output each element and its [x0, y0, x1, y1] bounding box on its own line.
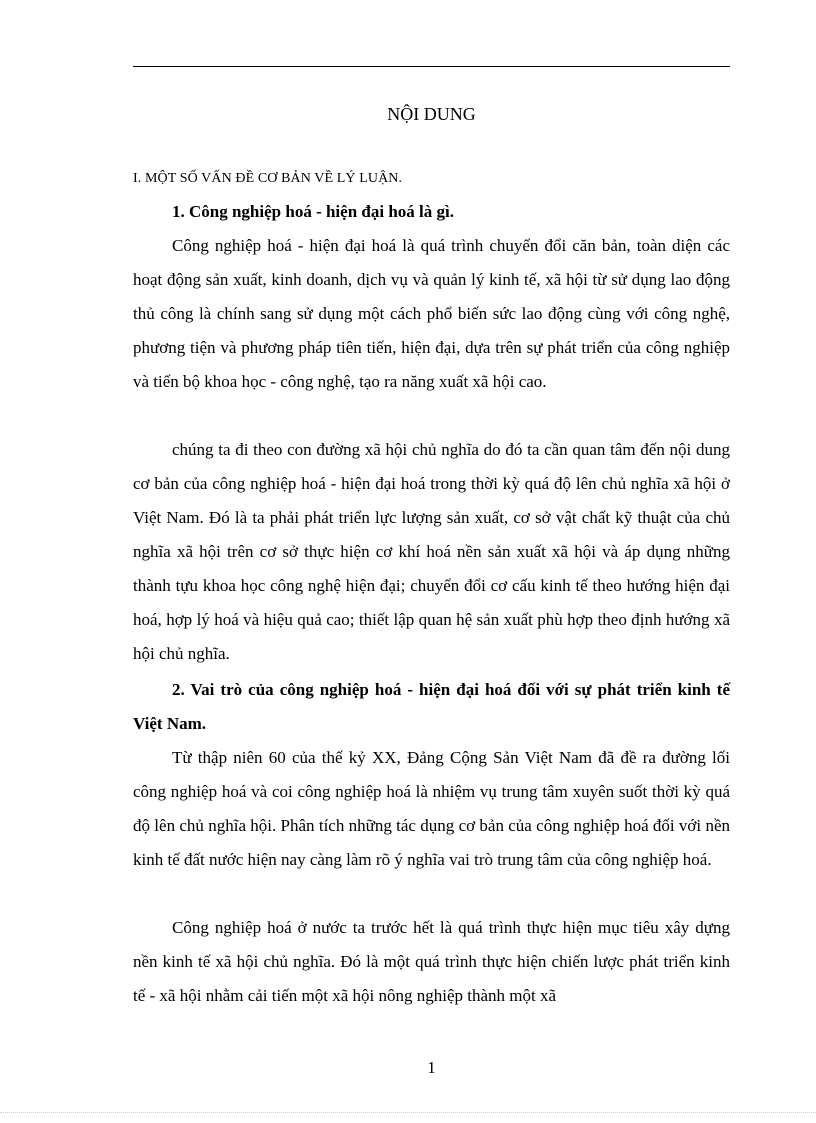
page-number: 1	[427, 1058, 436, 1077]
paragraph-2: chúng ta đi theo con đường xã hội chủ nghĩa do đó ta cần quan tâm đến nội dung cơ bản của công nghiệp hoá - hiện đại hoá trong thời kỳ quá độ lên chủ nghĩa xã hội ở Việt Nam. Đó là ta phải phát triển lực lượng sản xuất, cơ sở vật chất kỹ thuật của chủ nghĩa xã hội trên cơ sở thực hiện cơ khí hoá nền sản xuất xã hội và áp dụng những thành tựu khoa học công nghệ hiện đại; chuyển đổi cơ cấu kinh tế theo hướng hiện đại hoá, hợp lý hoá và hiệu quả cao; thiết lập quan hệ sản xuất phù hợp theo định hướng xã hội chủ nghĩa.	[133, 440, 730, 663]
paragraph-4: Công nghiệp hoá ở nước ta trước hết là quá trình thực hiện mục tiêu xây dựng nền kinh tế xã hội chủ nghĩa. Đó là một quá trình thực hiện chiến lược phát triển kinh tế - xã hội nhằm cải tiến một xã hội nông nghiệp thành một xã	[133, 918, 730, 1005]
paragraph-3: Từ thập niên 60 của thế kỷ XX, Đảng Cộng Sản Việt Nam đã đề ra đường lối công nghiệp hoá và coi công nghiệp hoá là nhiệm vụ trung tâm xuyên suốt thời kỳ quá độ lên chủ nghĩa hội. Phân tích những tác dụng cơ bản của công nghiệp hoá đối với nền kinh tế đất nước hiện nay càng làm rõ ý nghĩa vai trò trung tâm của công nghiệp hoá.	[133, 748, 730, 869]
heading-1: 1. Công nghiệp hoá - hiện đại hoá là gì.	[172, 202, 454, 221]
paragraph-1: Công nghiệp hoá - hiện đại hoá là quá trình chuyển đổi căn bản, toàn diện các hoạt động sản xuất, kinh doanh, dịch vụ và quản lý kinh tế, xã hội từ sử dụng lao động thủ công là chính sang sử dụng một cách phổ biến sức lao động cùng với công nghệ, phương tiện và phương pháp tiên tiến, hiện đại, dựa trên sự phát triển của công nghiệp và tiến bộ khoa học - công nghệ, tạo ra năng xuất xã hội cao.	[133, 236, 730, 391]
header-rule	[133, 66, 730, 67]
page-title: NỘI DUNG	[387, 104, 476, 124]
heading-2: 2. Vai trò của công nghiệp hoá - hiện đại hoá đối với sự phát triển kinh tế Việt Nam.	[133, 680, 730, 733]
section-heading: I. MỘT SỐ VẤN ĐỀ CƠ BẢN VỀ LÝ LUẬN.	[133, 171, 403, 186]
page-bottom-border	[0, 1112, 816, 1113]
